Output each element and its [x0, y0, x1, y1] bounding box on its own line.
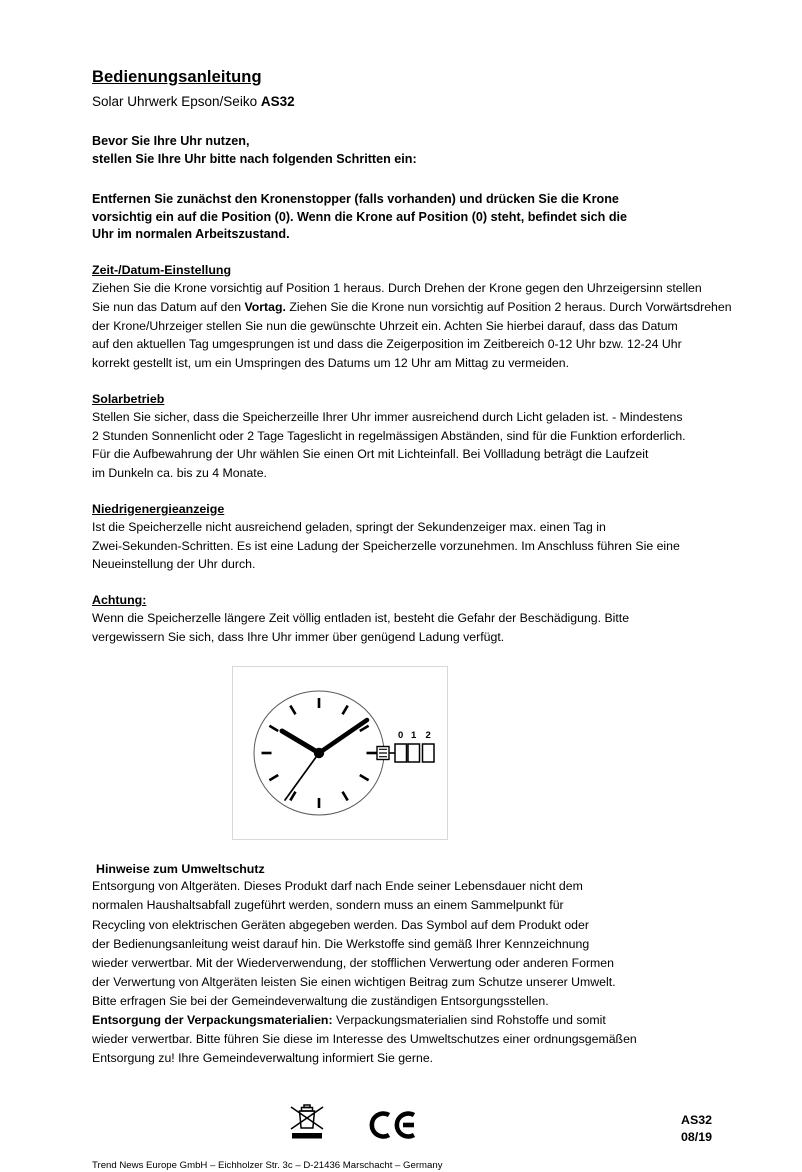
intro-paragraph — [92, 191, 712, 245]
weee-symbol — [287, 1102, 327, 1149]
body-text: Stellen Sie sicher, dass die Speicherzeille Ihrer Uhr immer ausreichend durch Licht geladen ist. - Mindestens — [92, 409, 683, 424]
hands-hub — [314, 748, 324, 758]
text-line — [92, 317, 712, 336]
crown-assembly — [377, 730, 434, 762]
crown-position-2-box — [423, 744, 435, 762]
page-title: Bedienungsanleitung — [92, 68, 262, 86]
crossed-out-wheelie-bin-icon — [287, 1102, 327, 1144]
emphasis-text: Entsorgung der Verpackungsmaterialien: — [92, 1012, 333, 1027]
figure-container — [92, 666, 712, 840]
text-line — [92, 877, 712, 896]
text-line — [92, 555, 712, 574]
model-code: AS32 — [681, 1112, 712, 1127]
body-text: Ziehen Sie die Krone vorsichtig auf Position 1 heraus. Durch Drehen der Krone gegen den Uhrzeigersinn stellen — [92, 281, 702, 296]
text-line — [92, 935, 712, 954]
text-line — [92, 1011, 712, 1030]
text-line — [92, 628, 712, 647]
section-body — [92, 408, 712, 483]
body-text: Zwei-Sekunden-Schritten. Es ist eine Ladung der Speicherzelle vorzunehmen. Im Anschluss führen Sie eine — [92, 538, 680, 553]
text-line — [92, 1049, 712, 1068]
environmental-notes-section — [92, 862, 712, 1067]
text-line — [92, 518, 712, 537]
text-line — [92, 896, 712, 915]
text-line — [92, 992, 712, 1011]
body-text: Für die Aufbewahrung der Uhr wählen Sie einen Ort mit Lichteinfall. Bei Vollladung beträgt die Laufzeit — [92, 447, 649, 462]
body-text: 2 Stunden Sonnenlicht oder 2 Tage Tageslicht in regelmässigen Abständen, sind für die Funktion erforderlich. — [92, 428, 686, 443]
body-text: Sie nun das Datum auf den — [92, 300, 245, 315]
body-text: der Krone/Uhrzeiger stellen Sie nun die gewünschte Uhrzeit ein. Achten Sie hierbei darauf, dass das Datum — [92, 318, 678, 333]
body-text: wieder verwertbar. Mit der Wiederverwendung, der stofflichen Verwertung oder anderen Formen — [92, 955, 614, 970]
environmental-notes-body — [92, 877, 712, 1067]
text-line — [92, 464, 712, 483]
environmental-notes-heading: Hinweise zum Umweltschutz — [96, 862, 265, 877]
section-body — [92, 279, 732, 372]
text-line — [92, 427, 712, 446]
text-line — [92, 279, 712, 298]
model-code-block — [681, 1112, 712, 1145]
ce-mark — [370, 1110, 416, 1145]
body-text: Verpackungsmaterialien sind Rohstoffe und somit — [332, 1012, 606, 1027]
lead-line-2: stellen Sie Ihre Uhr bitte nach folgenden Schritten ein: — [92, 152, 417, 167]
sections-container — [92, 262, 732, 646]
body-text: Entsorgung von Altgeräten. Dieses Produkt darf nach Ende seiner Lebensdauer nicht dem — [92, 879, 583, 894]
text-line — [92, 1030, 712, 1049]
body-text: Neueinstellung der Uhr durch. — [92, 557, 256, 572]
body-text: vergewissern Sie sich, dass Ihre Uhr immer über genügend Ladung verfügt. — [92, 629, 505, 644]
text-line — [92, 408, 712, 427]
document-section — [92, 501, 712, 574]
lead-line-1: Bevor Sie Ihre Uhr nutzen, — [92, 134, 250, 149]
body-text: Entsorgung zu! Ihre Gemeindeverwaltung informiert Sie gerne. — [92, 1050, 434, 1065]
section-body — [92, 609, 712, 646]
crown-label-0: 0 — [398, 730, 404, 742]
text-line — [92, 609, 712, 628]
text-line — [92, 354, 712, 373]
revision-date: 08/19 — [680, 1129, 712, 1144]
body-text: im Dunkeln ca. bis zu 4 Monate. — [92, 466, 267, 481]
document-content — [92, 68, 732, 1172]
compliance-marks-row — [92, 1100, 712, 1156]
document-section — [92, 262, 732, 373]
crown-position-1-box — [408, 744, 420, 762]
text-line — [92, 954, 712, 973]
section-heading: Solarbetrieb — [92, 391, 165, 406]
intro-line-1: Entfernen Sie zunächst den Kronenstopper (falls vorhanden) und drücken Sie die Krone — [92, 191, 619, 206]
section-heading: Achtung: — [92, 592, 147, 607]
body-text: der Verwertung von Altgeräten leisten Sie einen wichtigen Beitrag zum Schutze unserer Umwelt. — [92, 974, 616, 989]
body-text: Ziehen Sie die Krone nun vorsichtig auf Position 2 heraus. Durch Vorwärtsdrehen — [285, 300, 732, 315]
body-text: Bitte erfragen Sie bei der Gemeindeverwaltung die zuständigen Entsorgungsstellen. — [92, 993, 549, 1008]
text-line — [92, 973, 712, 992]
body-text: auf den aktuellen Tag umgesprungen ist und dass die Zeigerposition im Zeitbereich 0-12 Uhr bzw. 12-24 Uhr — [92, 337, 682, 352]
intro-line-3: Uhr im normalen Arbeitszustand. — [92, 227, 290, 242]
body-text: Recycling von elektrischen Geräten abgegeben werden. Das Symbol auf dem Produkt oder — [92, 917, 589, 932]
body-text: wieder verwertbar. Bitte führen Sie diese im Interesse des Umweltschutzes einer ordnungsgemäßen — [92, 1031, 637, 1046]
ce-marking-icon — [370, 1110, 416, 1140]
crown-label-1: 1 — [411, 730, 417, 742]
document-section — [92, 592, 712, 647]
lead-paragraph — [92, 132, 712, 169]
body-text: Wenn die Speicherzelle längere Zeit völlig entladen ist, besteht die Gefahr der Beschädigung. Bitte — [92, 611, 630, 626]
subtitle-model: AS32 — [260, 93, 295, 109]
company-footer: Trend News Europe GmbH – Eichholzer Str. 3c – D-21436 Marschacht – Germany — [92, 1159, 443, 1171]
emphasis-text: Vortag. — [244, 300, 286, 315]
text-line — [92, 916, 712, 935]
section-heading: Zeit-/Datum-Einstellung — [92, 263, 232, 278]
document-subtitle — [92, 94, 712, 110]
document-section — [92, 391, 712, 483]
crown-label-2: 2 — [425, 730, 431, 742]
body-text: korrekt gestellt ist, um ein Umspringen des Datums um 12 Uhr am Mittag zu vermeiden. — [92, 356, 570, 371]
watch-diagram-frame — [232, 666, 448, 840]
body-text: normalen Haushaltsabfall zugeführt werden, sondern muss an einem Sammelpunkt für — [92, 898, 564, 913]
text-line — [92, 298, 732, 317]
watch-crown-positions-diagram — [233, 667, 447, 839]
text-line — [92, 445, 712, 464]
intro-line-2: vorsichtig ein auf die Position (0). Wenn die Krone auf Position (0) steht, befindet sich die — [92, 209, 628, 224]
text-line — [92, 537, 712, 556]
section-heading: Niedrigenergieanzeige — [92, 501, 225, 516]
section-body — [92, 518, 712, 574]
crown-position-0-box — [395, 744, 407, 762]
subtitle-text: Solar Uhrwerk Epson/Seiko — [92, 93, 261, 109]
text-line — [92, 335, 712, 354]
body-text: Ist die Speicherzelle nicht ausreichend geladen, springt der Sekundenzeiger max. einen Tag in — [92, 519, 606, 534]
body-text: der Bedienungsanleitung weist darauf hin. Die Werkstoffe sind gemäß Ihrer Kennzeichnung — [92, 936, 590, 951]
